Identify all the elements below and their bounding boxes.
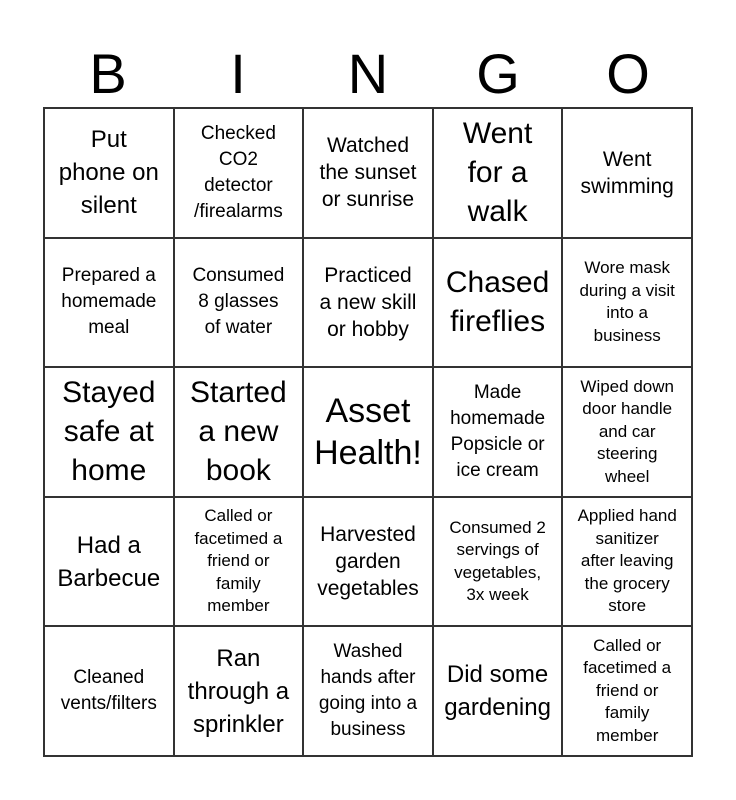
cell-text: Wore mask during a visit into a business — [579, 258, 675, 345]
cell-text: Asset Health! — [314, 391, 422, 472]
bingo-cell[interactable] — [44, 367, 174, 497]
bingo-cell[interactable] — [174, 238, 304, 368]
cell-text: Chased fireflies — [445, 266, 550, 339]
bingo-cell[interactable] — [174, 367, 304, 497]
cell-text: Called or facetimed a friend or family member — [194, 506, 283, 616]
bingo-cell[interactable] — [44, 238, 174, 368]
cell-text: Stayed safe at home — [62, 376, 156, 488]
cell-text: Applied hand sanitizer after leaving the grocery store — [577, 506, 677, 616]
cell-text: Watched the sunset or sunrise — [319, 134, 417, 212]
cell-text: Went swimming — [580, 147, 674, 198]
bingo-cell[interactable] — [303, 497, 433, 627]
bingo-cell[interactable] — [303, 238, 433, 368]
bingo-card-grid — [43, 107, 693, 757]
cell-text: Started a new book — [190, 376, 287, 488]
cell-text: Cleaned vents/filters — [60, 667, 157, 715]
cell-text: Called or facetimed a friend or family member — [583, 635, 672, 745]
bingo-cell[interactable] — [44, 497, 174, 627]
cell-text: Washed hands after going into a business — [318, 641, 418, 741]
bingo-cell[interactable] — [433, 497, 563, 627]
bingo-cell[interactable] — [562, 626, 692, 756]
header-letter-n: N — [347, 42, 389, 105]
bingo-cell[interactable] — [174, 626, 304, 756]
bingo-cell[interactable] — [303, 108, 433, 238]
bingo-cell[interactable] — [433, 108, 563, 238]
header-letter-o: O — [606, 42, 650, 105]
header-letter-i: I — [230, 42, 246, 105]
bingo-cell[interactable] — [433, 367, 563, 497]
bingo-free-cell[interactable] — [303, 367, 433, 497]
cell-text: Consumed 2 servings of vegetables, 3x week — [449, 517, 546, 605]
bingo-cell[interactable] — [174, 108, 304, 238]
bingo-cell[interactable] — [303, 626, 433, 756]
bingo-cell[interactable] — [174, 497, 304, 627]
cell-text: Practiced a new skill or hobby — [319, 263, 417, 341]
cell-text: Prepared a homemade meal — [61, 265, 157, 339]
bingo-cell[interactable] — [433, 238, 563, 368]
cell-text: Made homemade Popsicle or ice cream — [450, 381, 546, 481]
bingo-header — [43, 42, 693, 106]
cell-text: Had a Barbecue — [57, 531, 161, 592]
bingo-cell[interactable] — [562, 367, 692, 497]
cell-text: Wiped down door handle and car steering wheel — [580, 376, 674, 486]
cell-text: Ran through a sprinkler — [187, 644, 290, 738]
cell-text: Harvested garden vegetables — [317, 523, 419, 601]
header-letter-b: B — [89, 42, 127, 105]
header-letter-g: G — [476, 42, 520, 105]
cell-text: Consumed 8 glasses of water — [192, 265, 285, 339]
cell-text: Did some gardening — [444, 661, 551, 722]
cell-text: Put phone on silent — [58, 126, 159, 220]
cell-text: Went for a walk — [462, 117, 533, 229]
bingo-cell[interactable] — [562, 497, 692, 627]
bingo-cell[interactable] — [433, 626, 563, 756]
bingo-cell[interactable] — [44, 626, 174, 756]
cell-text: Checked CO2 detector /firealarms — [194, 122, 283, 222]
bingo-cell[interactable] — [562, 238, 692, 368]
bingo-cell[interactable] — [44, 108, 174, 238]
bingo-cell[interactable] — [562, 108, 692, 238]
